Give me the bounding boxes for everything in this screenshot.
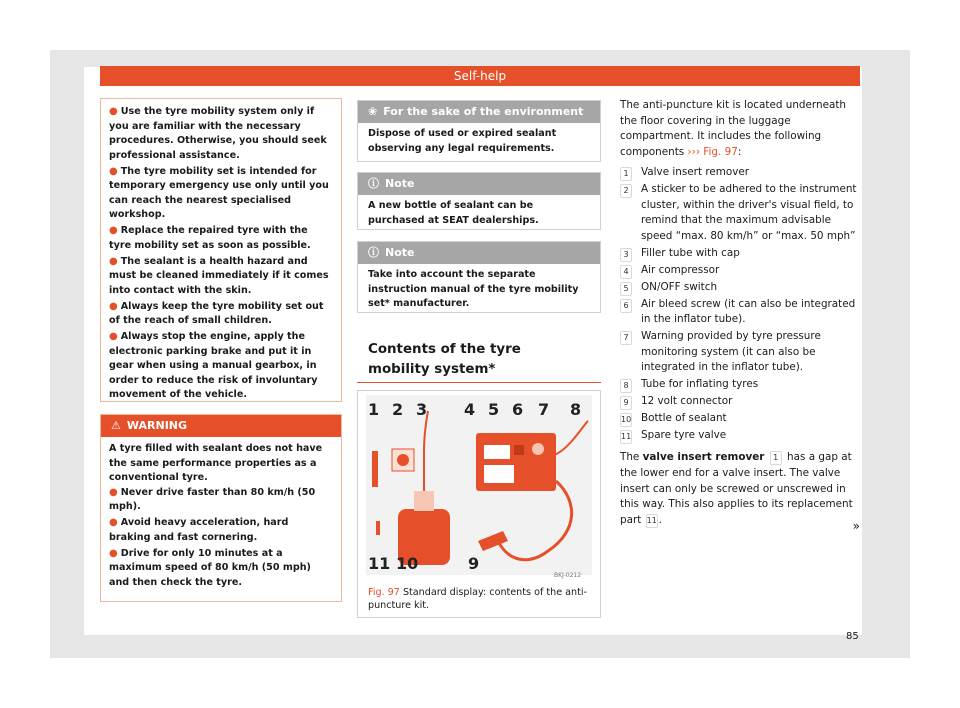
right-column — [620, 98, 860, 534]
environment-body: Dispose of used or expired sealant observing any legal requirements. — [368, 128, 557, 154]
list-item: ● Always stop the engine, apply the electronic parking brake and put it in gear when using a manual gearbox, in order to reduce the risk of involuntary movement of the vehicle. — [109, 331, 318, 400]
valve-paragraph: The valve insert remover 1 has a gap at the lower end for a valve insert. The valve insert can only be screwed or unscrewed in this way. This also applies to its replacement part 11 . — [620, 451, 853, 526]
note-body: A new bottle of sealant can be purchased at SEAT dealerships. — [368, 200, 539, 226]
list-item: ● Never drive faster than 80 km/h (50 mph). — [109, 486, 316, 512]
figure-label: 3 — [416, 400, 428, 419]
figure-frame — [357, 390, 601, 618]
info-icon: ⓘ — [368, 246, 379, 259]
figure-label: 8 — [570, 400, 582, 419]
list-item: ● Replace the repaired tyre with the tyre mobility set as soon as possible. — [109, 225, 311, 251]
note-body: Take into account the separate instruction manual of the tyre mobility set* manufacturer. — [368, 269, 579, 309]
list-item: 2 A sticker to be adhered to the instrument cluster, within the driver's visual field, to remind that the maximum advisable speed “max. 80 km/h” or “max. 50 mph” — [620, 182, 860, 245]
warning-header — [101, 415, 341, 437]
warning-triangle-icon: ⚠ — [111, 419, 121, 432]
figure-caption-text: Standard display: contents of the anti-puncture kit. — [368, 587, 588, 611]
figure-label: 11 — [368, 554, 391, 573]
list-item: ● Avoid heavy acceleration, hard braking and fast cornering. — [109, 517, 289, 543]
page-number: 85 — [846, 631, 859, 642]
leaf-icon: ❀ — [368, 105, 378, 118]
list-item: ● Use the tyre mobility system only if you are familiar with the necessary procedures. Otherwise, you should seek professional assistance. — [109, 106, 327, 161]
list-item: ● Drive for only 10 minutes at a maximum speed of 80 km/h (50 mph) and then check the tyre. — [109, 547, 311, 588]
list-item: ● Always keep the tyre mobility set out of the reach of small children. — [109, 300, 324, 326]
environment-box — [357, 100, 601, 162]
list-item: 3 Filler tube with cap — [620, 246, 860, 262]
note-box — [357, 241, 601, 313]
list-item: 7 Warning provided by tyre pressure monitoring system (it can also be integrated in the inflator tube). — [620, 329, 860, 376]
note-title: Note — [385, 177, 415, 190]
warning-intro: A tyre filled with sealant does not have the same performance properties as a conventional tyre. — [109, 443, 323, 483]
warning-body — [101, 437, 341, 597]
list-item: 8 Tube for inflating tyres — [620, 377, 860, 393]
page-header: Self-help — [100, 66, 860, 86]
figure-label: 4 — [464, 400, 476, 419]
environment-title: For the sake of the environment — [383, 105, 584, 118]
figure-label: 10 — [396, 554, 419, 573]
figure-label: 2 — [392, 400, 404, 419]
list-item: 4 Air compressor — [620, 263, 860, 279]
figure-label: 6 — [512, 400, 524, 419]
list-item: 5 ON/OFF switch — [620, 280, 860, 296]
figure-code: BKJ-0212 — [554, 572, 582, 579]
environment-header — [358, 101, 600, 123]
safety-bullets — [109, 105, 333, 403]
figure-label: 5 — [488, 400, 500, 419]
continue-marker: » — [852, 518, 860, 533]
figure-number: Fig. 97 — [368, 587, 400, 598]
figure-label: 1 — [368, 400, 380, 419]
intro-paragraph: The anti-puncture kit is located underneath the floor covering in the luggage compartment. It includes the following components ››› Fig. 97: — [620, 99, 846, 159]
list-item: 11 Spare tyre valve — [620, 428, 860, 444]
section-divider — [357, 382, 601, 383]
warning-box — [100, 414, 342, 602]
figure-reference-link[interactable]: ››› Fig. 97 — [687, 146, 738, 159]
list-item: ● The tyre mobility set is intended for temporary emergency use only until you can reach the nearest specialised workshop. — [109, 165, 329, 220]
list-item: 9 12 volt connector — [620, 394, 860, 410]
section-title: Contents of the tyre mobility system* — [368, 342, 521, 377]
note-header — [358, 173, 600, 195]
info-icon: ⓘ — [368, 177, 379, 190]
figure-caption — [368, 586, 592, 612]
note-title: Note — [385, 246, 415, 259]
list-item: 6 Air bleed screw (it can also be integrated in the inflator tube). — [620, 297, 860, 328]
list-item: 1 Valve insert remover — [620, 165, 860, 181]
tyre-kit-illustration — [358, 391, 600, 581]
safety-box — [100, 98, 342, 402]
list-item: ● The sealant is a health hazard and must be cleaned immediately if it comes into contact with the skin. — [109, 255, 329, 296]
component-list — [620, 165, 860, 444]
warning-title: WARNING — [126, 419, 188, 432]
figure-label: 7 — [538, 400, 550, 419]
note-header — [358, 242, 600, 264]
figure-label: 9 — [468, 554, 480, 573]
note-box — [357, 172, 601, 230]
list-item: 10 Bottle of sealant — [620, 411, 860, 427]
